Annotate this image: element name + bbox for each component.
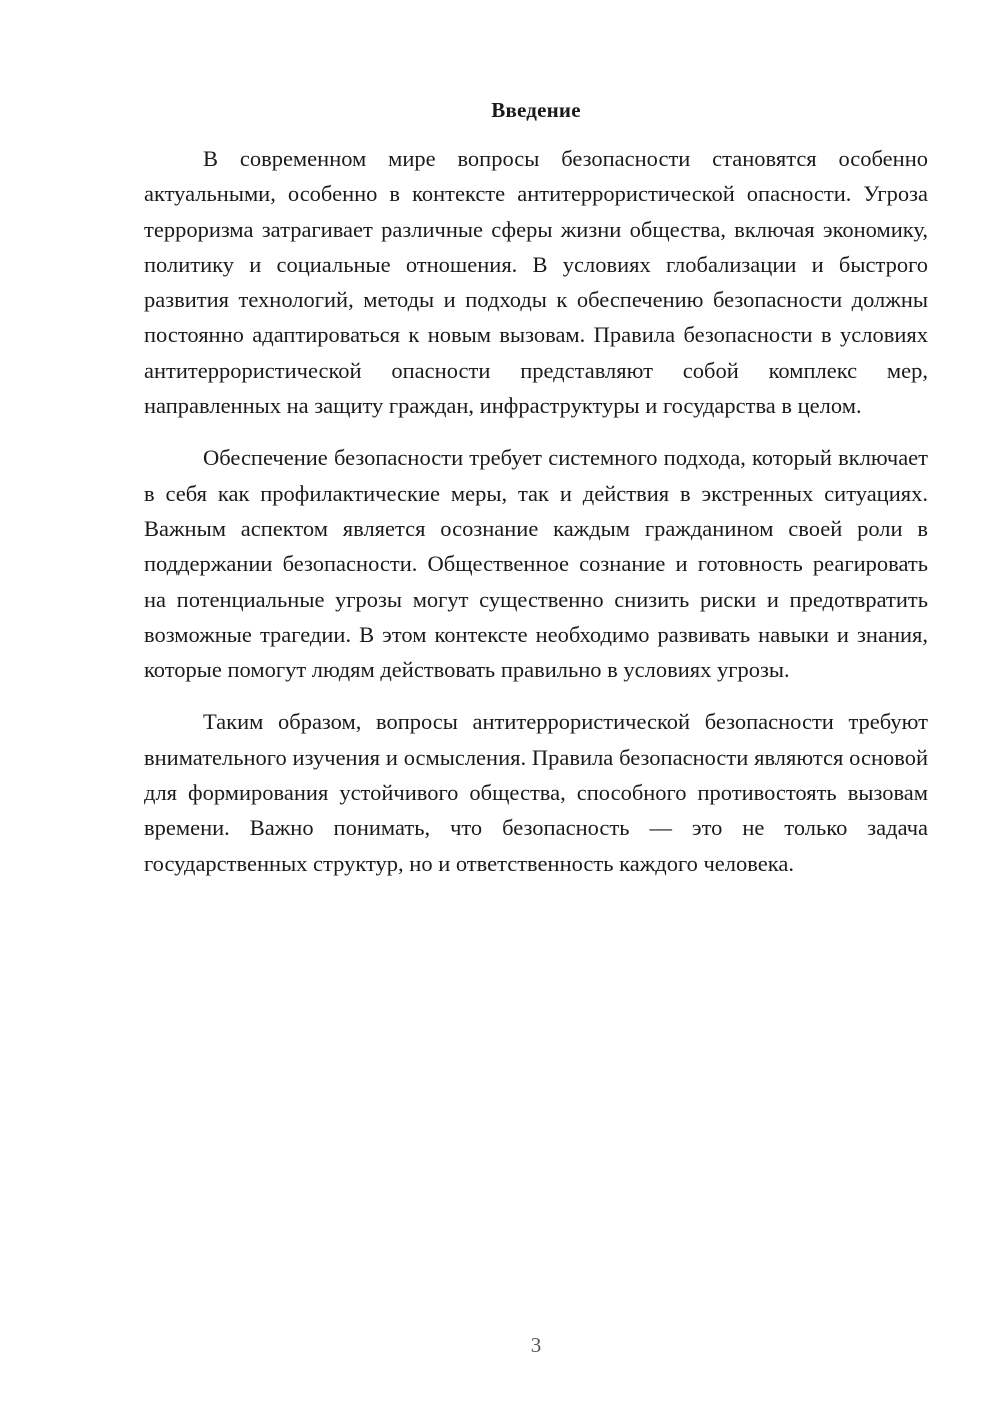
paragraph-3: Таким образом, вопросы антитеррористической безопасности требуют внимательного изучения и осмысления. Правила безопасности являются основой для формирования устойчивого общества, способного противостоять вызовам времени. Важно понимать, что безопасность — это не только задача государственных структур, но и ответственность каждого человека. [144, 709, 928, 876]
body-text [144, 141, 928, 898]
page-number: 3 [530, 1333, 542, 1357]
section-heading: Введение [491, 98, 581, 122]
paragraph-1: В современном мире вопросы безопасности становятся особенно актуальными, особенно в контексте антитеррористической опасности. Угроза терроризма затрагивает различные сферы жизни общества, включая экономику, политику и социальные отношения. В условиях глобализации и быстрого развития технологий, методы и подходы к обеспечению безопасности должны постоянно адаптироваться к новым вызовам. Правила безопасности в условиях антитеррористической опасности представляют собой комплекс мер, направленных на защиту граждан, инфраструктуры и государства в целом. [144, 146, 928, 419]
paragraph-2: Обеспечение безопасности требует системного подхода, который включает в себя как профилактические меры, так и действия в экстренных ситуациях. Важным аспектом является осознание каждым гражданином своей роли в поддержании безопасности. Общественное сознание и готовность реагировать на потенциальные угрозы могут существенно снизить риски и предотвратить возможные трагедии. В этом контексте необходимо развивать навыки и знания, которые помогут людям действовать правильно в условиях угрозы. [144, 445, 928, 683]
